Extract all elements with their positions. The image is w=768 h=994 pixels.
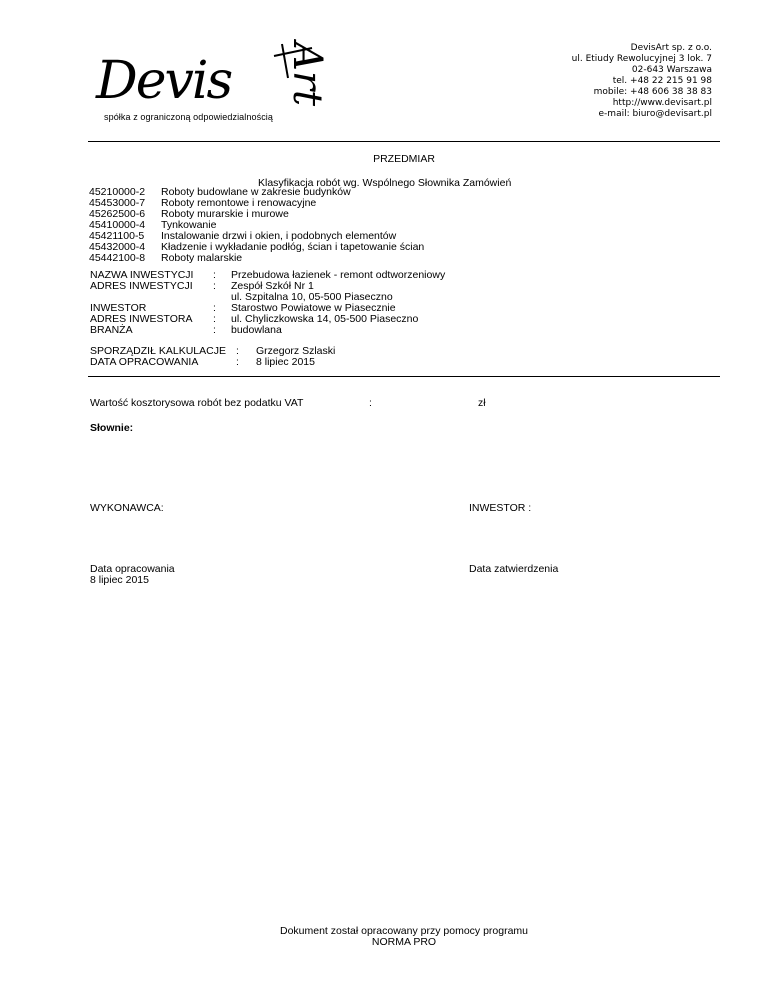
document-title: PRZEDMIAR: [373, 153, 435, 165]
cpv-description: Roboty remontowe i renowacyjne: [161, 197, 317, 209]
investment-name-value: Przebudowa łazienek - remont odtworzeniowy: [231, 269, 446, 281]
prepared-date-value: 8 lipiec 2015: [256, 356, 315, 368]
colon: :: [213, 269, 216, 281]
investor-address-label: ADRES INWESTORA: [90, 313, 193, 325]
cpv-description: Kładzenie i wykładanie podłóg, ścian i tapetowanie ścian: [161, 241, 425, 253]
cpv-description: Instalowanie drzwi i okien, i podobnych elementów: [161, 230, 397, 242]
list-item: [89, 253, 242, 264]
colon: :: [213, 280, 216, 292]
investment-address-value-2: ul. Szpitalna 10, 05-500 Piaseczno: [231, 291, 393, 303]
company-street: ul. Etiudy Rewolucyjnej 3 lok. 7: [571, 54, 712, 64]
prepared-date-label: DATA OPRACOWANIA: [90, 356, 199, 368]
investment-name-label: NAZWA INWESTYCJI: [90, 269, 194, 281]
date-prepared-label: Data opracowania: [90, 563, 175, 575]
logo-subtitle: spółka z ograniczoną odpowiedzialnością: [104, 112, 274, 122]
logo-wordmark-rotated: Art: [284, 42, 330, 107]
approval-date-label: Data zatwierdzenia: [469, 563, 559, 575]
colon: :: [213, 324, 216, 336]
cpv-code: 45421100-5: [89, 230, 145, 242]
colon: :: [213, 313, 216, 325]
footer-line-1: Dokument został opracowany przy pomocy programu: [279, 925, 529, 937]
cpv-code: 45442100-8: [89, 252, 146, 264]
investor-sign-label: INWESTOR :: [469, 502, 532, 514]
investor-address-value: ul. Chyliczkowska 14, 05-500 Piaseczno: [231, 313, 419, 325]
header-divider: [88, 141, 720, 142]
branch-value: budowlana: [231, 324, 282, 336]
footer-line-2: NORMA PRO: [371, 936, 437, 948]
prepared-by-value: Grzegorz Szlaski: [256, 345, 336, 357]
colon: :: [236, 356, 239, 368]
cost-value-colon: :: [369, 397, 372, 409]
cpv-description: Roboty budowlane w zakresie budynków: [161, 186, 351, 198]
cpv-code: 45262500-6: [89, 208, 146, 220]
cost-value-label: Wartość kosztorysowa robót bez podatku VAT: [90, 397, 304, 409]
cpv-code: 45453000-7: [89, 197, 146, 209]
company-phone: tel. +48 22 215 91 98: [612, 76, 712, 86]
amount-in-words-label: Słownie:: [90, 422, 134, 434]
cpv-code: 45432000-4: [89, 241, 146, 253]
investment-address-label: ADRES INWESTYCJI: [90, 280, 193, 292]
company-mobile: mobile: +48 606 38 38 83: [593, 87, 712, 97]
cost-value-currency: zł: [478, 397, 486, 409]
investment-address-value-1: Zespół Szkół Nr 1: [231, 280, 314, 292]
company-address: [572, 43, 712, 120]
company-email[interactable]: e-mail: biuro@devisart.pl: [598, 109, 712, 119]
footer: [88, 926, 720, 948]
colon: :: [213, 302, 216, 314]
investor-label: INWESTOR: [90, 302, 147, 314]
company-name: DevisArt sp. z o.o.: [630, 43, 712, 53]
colon: :: [236, 345, 239, 357]
cpv-code: 45410000-4: [89, 219, 146, 231]
cpv-description: Tynkowanie: [161, 219, 217, 231]
cpv-description: Roboty murarskie i murowe: [161, 208, 289, 220]
cpv-description: Roboty malarskie: [161, 252, 243, 264]
company-website[interactable]: http://www.devisart.pl: [612, 98, 712, 108]
date-prepared-value: 8 lipiec 2015: [90, 574, 149, 586]
section-divider: [88, 376, 720, 377]
contractor-label: WYKONAWCA:: [90, 502, 164, 514]
cpv-code: 45210000-2: [89, 186, 146, 198]
company-city: 02-643 Warszawa: [631, 65, 712, 75]
branch-label: BRANŻA: [90, 324, 133, 336]
logo-wordmark: Devis: [96, 51, 232, 111]
investor-value: Starostwo Powiatowe w Piasecznie: [231, 302, 396, 314]
prepared-by-label: SPORZĄDZIŁ KALKULACJE: [90, 345, 226, 357]
classification-heading: Klasyfikacja robót wg. Wspólnego Słownika Zamówień: [258, 177, 512, 189]
